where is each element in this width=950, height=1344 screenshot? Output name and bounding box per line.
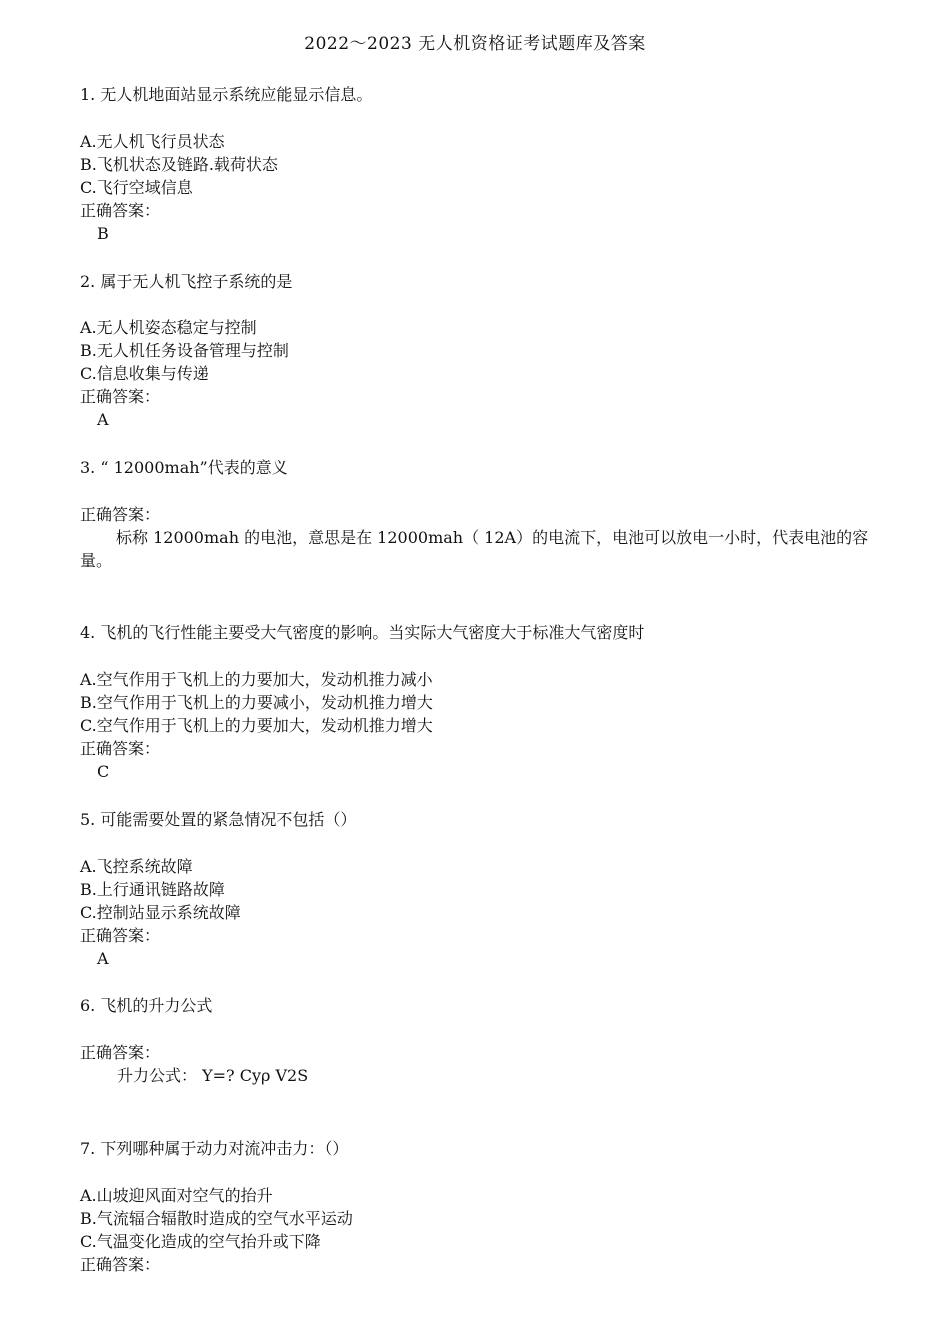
question-5-stem: 5. 可能需要处置的紧急情况不包括（） (80, 810, 357, 829)
question-2-stem: 2. 属于无人机飞控子系统的是 (80, 272, 293, 291)
question-1-answer: B (97, 224, 109, 243)
question-5-answer: A (97, 949, 109, 968)
question-5-option-a: A.飞控系统故障 (80, 857, 193, 876)
question-4-option-a: A.空气作用于飞机上的力要加大，发动机推力减小 (80, 670, 433, 689)
question-6-stem: 6. 飞机的升力公式 (80, 996, 213, 1015)
question-5-option-b: B.上行通讯链路故障 (80, 880, 225, 899)
question-3-stem: 3. “ 12000mah”代表的意义 (80, 458, 288, 477)
question-7-stem: 7. 下列哪种属于动力对流冲击力：（） (80, 1139, 349, 1158)
question-2-option-a: A.无人机姿态稳定与控制 (80, 318, 257, 337)
question-1-stem: 1. 无人机地面站显示系统应能显示信息。 (80, 85, 373, 104)
question-1-option-c: C.飞行空域信息 (80, 178, 193, 197)
question-4-stem: 4. 飞机的飞行性能主要受大气密度的影响。当实际大气密度大于标准大气密度时 (80, 623, 645, 642)
question-3-answer-label: 正确答案： (80, 505, 161, 524)
question-2-answer: A (97, 410, 109, 429)
question-1-answer-label: 正确答案： (80, 201, 161, 220)
question-2-option-b: B.无人机任务设备管理与控制 (80, 341, 289, 360)
question-7-answer-label: 正确答案： (80, 1255, 161, 1274)
question-4-answer-label: 正确答案： (80, 739, 161, 758)
question-4-option-b: B.空气作用于飞机上的力要减小，发动机推力增大 (80, 693, 433, 712)
question-7-option-c: C.气温变化造成的空气抬升或下降 (80, 1232, 321, 1251)
document-title: 2022～2023 无人机资格证考试题库及答案 (304, 34, 646, 54)
question-1-option-a: A.无人机飞行员状态 (80, 132, 225, 151)
question-5-answer-label: 正确答案： (80, 926, 161, 945)
question-7-option-a: A.山坡迎风面对空气的抬升 (80, 1186, 273, 1205)
question-5-option-c: C.控制站显示系统故障 (80, 903, 241, 922)
question-2-option-c: C.信息收集与传递 (80, 364, 209, 383)
question-7-option-b: B.气流辐合辐散时造成的空气水平运动 (80, 1209, 353, 1228)
question-3-explanation: 标称 12000mah 的电池，意思是在 12000mah（ 12A）的电流下，电池可以放电一小时，代表电池的容量。 (80, 528, 869, 570)
question-6-answer-label: 正确答案： (80, 1043, 161, 1062)
question-6-explanation: 升力公式： Y=? Cyρ V2S (117, 1066, 309, 1085)
question-1-option-b: B.飞机状态及链路.载荷状态 (80, 155, 278, 174)
question-2-answer-label: 正确答案： (80, 387, 161, 406)
question-4-answer: C (97, 762, 110, 781)
question-4-option-c: C.空气作用于飞机上的力要加大，发动机推力增大 (80, 716, 433, 735)
